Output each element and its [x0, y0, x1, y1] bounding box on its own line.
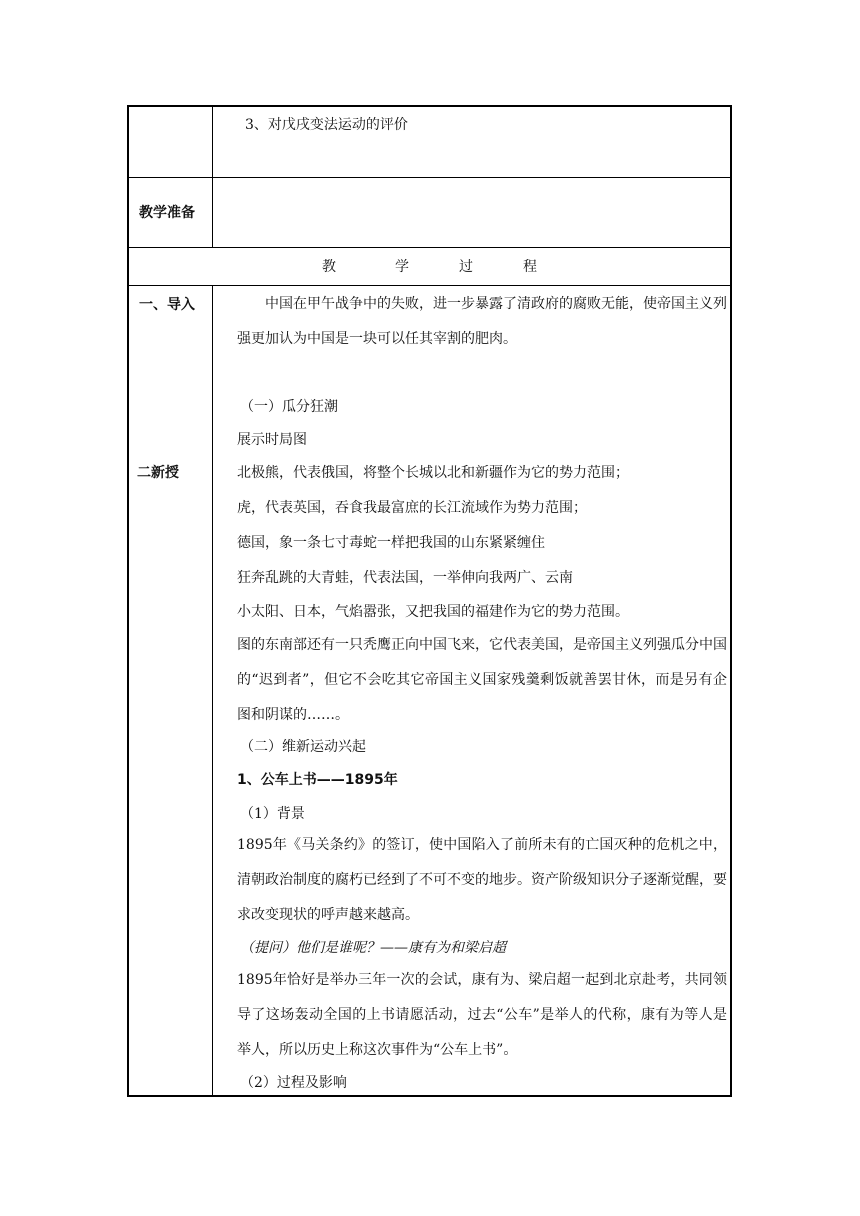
- lesson-plan-table: [127, 105, 732, 1097]
- subsection-heading: 1、公车上书——1895年: [237, 772, 398, 788]
- header-char: 教: [322, 259, 336, 275]
- column-divider: [212, 285, 213, 1097]
- content-line: 展示时局图: [237, 432, 307, 448]
- content-paragraph: 1895年《马关条约》的签订，使中国陷入了前所未有的亡国灭种的危机之中，清朝政治制度的腐朽已经到了不可不变的地步。资产阶级知识分子逐渐觉醒，要求改变现状的呼声越来越高。: [237, 837, 727, 923]
- section-heading: （一）瓜分狂潮: [240, 399, 338, 415]
- content-line: 虎，代表英国，吞食我最富庶的长江流域作为势力范围；: [237, 500, 587, 516]
- content-paragraph: 图的东南部还有一只秃鹰正向中国飞来，它代表美国，是帝国主义列强瓜分中国的“迟到者”，但它不会吃其它帝国主义国家残羹剩饭就善罢甘休，而是另有企图和阴谋的……。: [237, 637, 727, 723]
- new-lesson-label: 二新授: [137, 465, 179, 481]
- content-paragraph: 1895年恰好是举办三年一次的会试，康有为、梁启超一起到北京赴考，共同领导了这场轰动全国的上书请愿活动，过去“公车”是举人的代称，康有为等人是举人，所以历史上称这次事件为“公车上书”。: [237, 972, 727, 1058]
- row-divider: [127, 177, 732, 178]
- header-char: 学: [395, 259, 409, 275]
- sub-heading: （1）背景: [240, 806, 305, 822]
- content-line: 德国，象一条七寸毒蛇一样把我国的山东紧紧缠住: [237, 535, 545, 551]
- objective-item-3: 3、对戊戌变法运动的评价: [245, 117, 408, 133]
- content-line: 北极熊，代表俄国，将整个长城以北和新疆作为它的势力范围；: [237, 465, 629, 481]
- header-char: 过: [459, 259, 473, 275]
- sub-heading: （2）过程及影响: [240, 1075, 347, 1091]
- question-line: （提问）他们是谁呢？——康有为和梁启超: [240, 940, 506, 956]
- content-line: 狂奔乱跳的大青蛙，代表法国，一举伸向我两广、云南: [237, 570, 573, 586]
- column-divider: [212, 105, 213, 247]
- row-divider: [127, 247, 732, 248]
- section-heading: （二）维新运动兴起: [240, 739, 366, 755]
- row-divider: [127, 285, 732, 286]
- header-char: 程: [523, 259, 537, 275]
- content-line: 小太阳、日本，气焰嚣张，又把我国的福建作为它的势力范围。: [237, 604, 629, 620]
- intro-paragraph: 中国在甲午战争中的失败，进一步暴露了清政府的腐败无能，使帝国主义列强更加认为中国是一块可以任其宰割的肥肉。: [237, 296, 727, 347]
- intro-label: 一、导入: [139, 297, 195, 313]
- prep-label: 教学准备: [139, 205, 195, 221]
